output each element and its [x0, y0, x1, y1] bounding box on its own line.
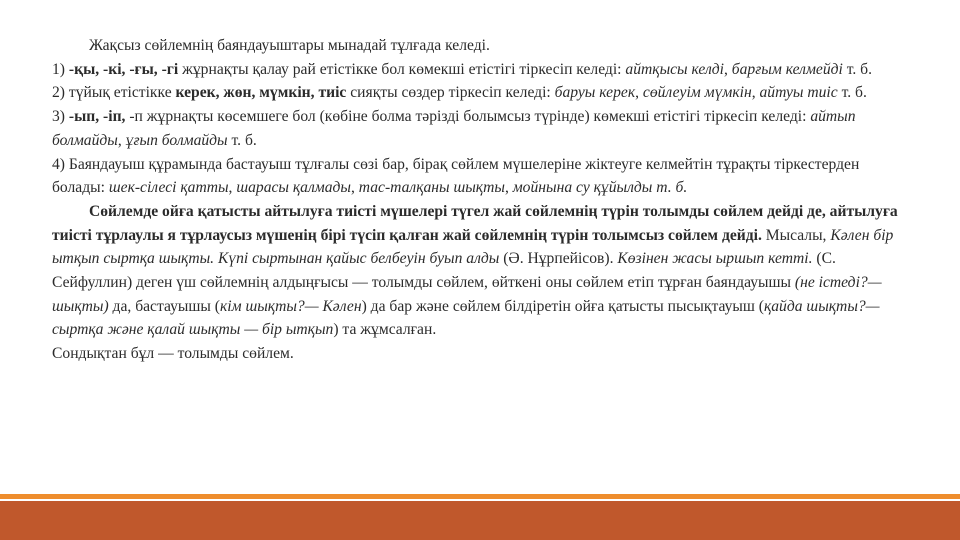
text-segment: Сондықтан бұл — толымды сөйлем.	[52, 345, 294, 363]
bold-segment: -ып, -іп,	[68, 108, 126, 126]
text-segment: Жақсыз сөйлемнің баяндауыштары мынадай тұлғада келеді.	[89, 37, 490, 54]
text-segment: ,	[117, 131, 126, 149]
text-segment: 3)	[52, 108, 69, 126]
italic-segment: айтуы тиіс	[759, 84, 838, 102]
italic-segment: қайда шықты?— сыртқа және қалай шықты — бір ытқып	[52, 297, 880, 339]
italic-segment: Көзінен жасы ыршып кетті.	[617, 250, 813, 268]
footer-bar	[0, 501, 960, 540]
italic-segment: шек-сілесі қатты	[108, 179, 229, 197]
bold-segment: керек, жөн, мүмкін, тиіс	[175, 84, 347, 102]
text-segment: (Ә. Нұрпейісов).	[499, 250, 618, 268]
text-segment: т. б.	[837, 84, 867, 102]
accent-stripe	[0, 494, 960, 499]
italic-segment: ұғып болмайды	[125, 131, 228, 149]
text-segment: да, бастауышы (	[108, 297, 220, 315]
text-segment: 4) Баяндауыш құрамында бастауыш тұлғалы сөзі бар, бірақ сөйлем мүшелеріне жіктеуге келмейтін тұрақты тіркестерден болады:	[52, 155, 860, 197]
text-segment: сияқты сөздер тіркесіп келеді:	[346, 84, 555, 102]
bold-segment: Сөйлемде ойға қатысты айтылуға тиісті мүшелері түгел жай сөйлемнің түрін толымды сөйлем дейді де, айтылуға тиісті тұрлаулы я тұрлаусыз мүшенің бірі түсіп қалған жай сөйлемнің түрін толымсыз сөйлем дейді.	[52, 202, 898, 244]
text-segment: жұрнақты қалау рай етістікке бол көмекші етістігі тіркесіп келеді:	[178, 60, 626, 78]
text-segment: ,	[635, 84, 643, 102]
italic-segment: Кәлен бір ытқып сыртқа шықты. Күпі сыртынан қайыс белбеуін буып алды	[52, 226, 894, 268]
text-segment: ,	[504, 179, 513, 197]
text-segment: (С. Сейфуллин) деген үш сөйлемнің алдыңғысы — толымды сөйлем, өйткені оны сөйлем етіп тұрған баяндауышы	[52, 250, 836, 292]
italic-segment: сөйлеуім мүмкін	[642, 84, 752, 102]
text-segment: -п жұрнақты көсемшеге бол (көбіне болма тәрізді болымсыз түрінде) көмекші етістігі тіркесіп келеді:	[125, 108, 811, 126]
paragraph-definition	[52, 200, 914, 342]
text-segment: 1)	[52, 60, 69, 78]
text-body	[52, 34, 914, 366]
italic-segment: барғым келмейді	[731, 60, 843, 78]
italic-segment: (не істеді?— шықты)	[52, 274, 882, 315]
italic-segment: айтып болмайды	[52, 108, 856, 149]
text-segment: т. б.	[227, 131, 257, 149]
paragraph-intro	[52, 34, 914, 58]
paragraph-conclusion	[52, 342, 914, 366]
italic-segment: мойнына су құйылды т. б.	[512, 179, 688, 197]
text-segment: ,	[350, 179, 359, 197]
italic-segment: баруы керек	[554, 84, 636, 102]
italic-segment: тас-талқаны шықты	[358, 179, 505, 197]
text-segment: Мысалы,	[761, 226, 831, 244]
paragraph-item-2	[52, 81, 914, 105]
text-segment: ) да бар және сөйлем білдіретін ойға қатысты пысықтауыш (	[361, 297, 764, 315]
paragraph-item-4	[52, 153, 914, 200]
paragraph-item-3	[52, 105, 914, 152]
italic-segment: айтқысы келді	[625, 60, 724, 78]
bold-segment: -қы, -кі, -ғы, -гі	[68, 60, 179, 78]
text-segment: т. б.	[842, 60, 873, 78]
paragraph-item-1	[52, 58, 914, 82]
text-segment: ,	[228, 179, 237, 197]
italic-segment: кім шықты?— Кәлен	[219, 297, 362, 315]
text-segment: ) та жұмсалған.	[333, 321, 437, 339]
text-segment: ,	[723, 60, 732, 78]
italic-segment: шарасы қалмады	[236, 179, 351, 197]
text-segment: ,	[751, 84, 760, 102]
text-segment: 2) түйық етістікке	[52, 84, 176, 102]
